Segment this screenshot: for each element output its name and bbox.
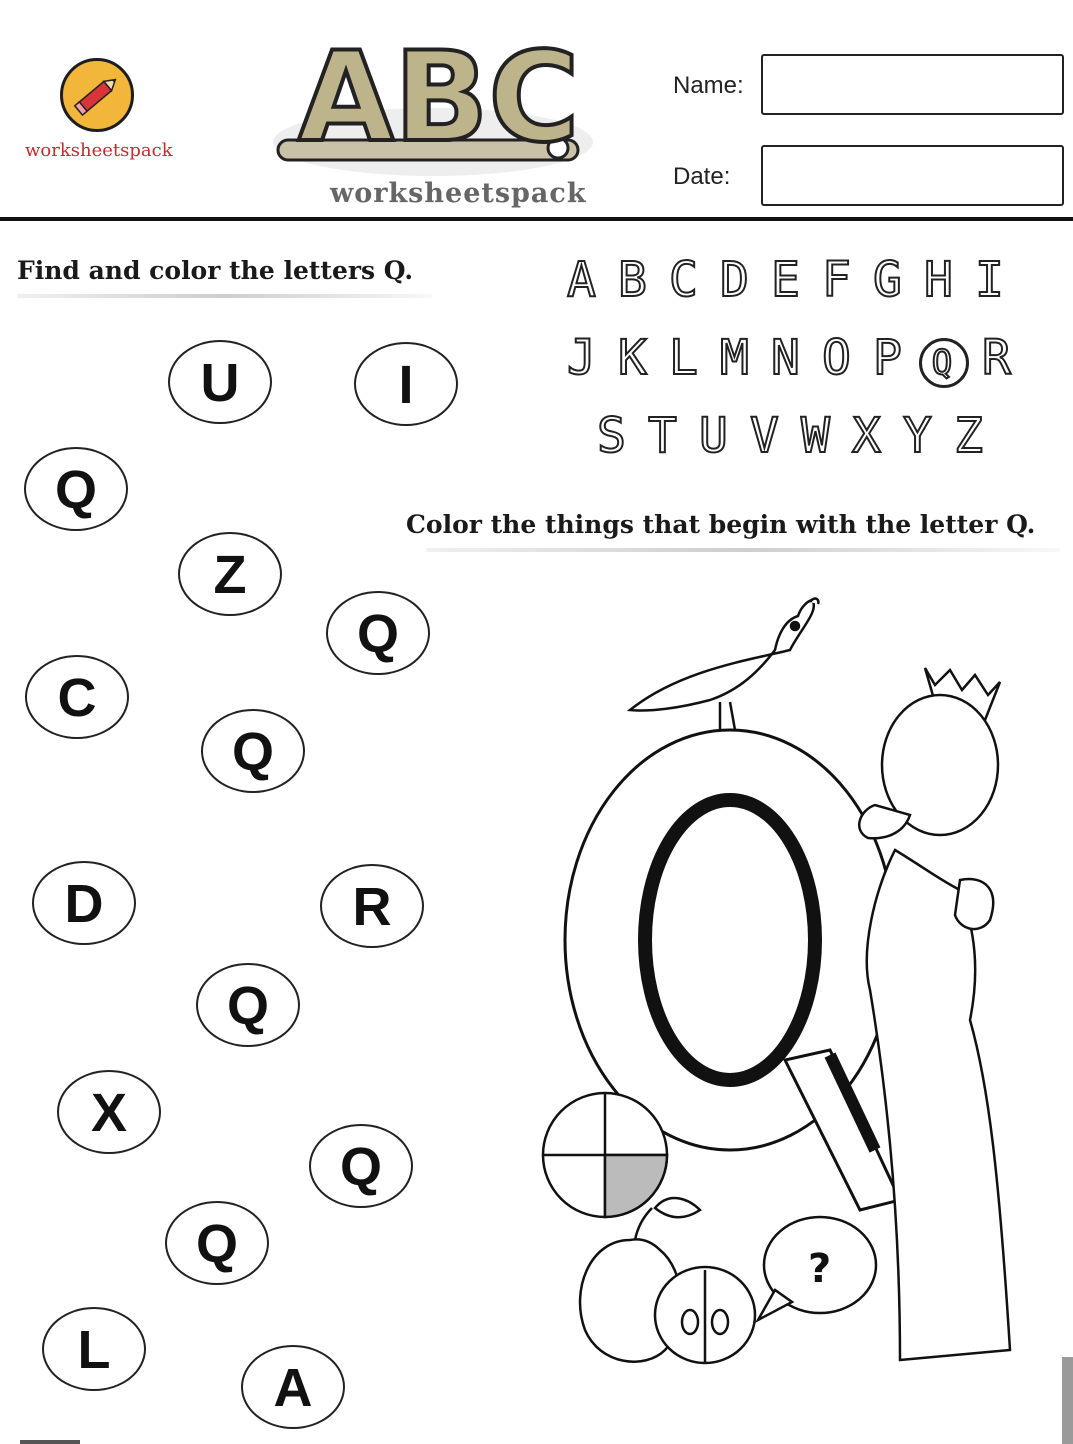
alphabet-letter: B <box>618 252 651 308</box>
alphabet-letter: N <box>771 330 804 386</box>
letter-bubble[interactable] <box>196 963 300 1047</box>
find-letters-instruction: Find and color the letters Q. <box>17 256 414 285</box>
letter-bubble[interactable] <box>165 1201 269 1285</box>
alphabet-letter: O <box>822 330 855 386</box>
alphabet-letter: J <box>567 330 600 386</box>
quail-icon <box>630 598 818 730</box>
alphabet-letter: S <box>597 408 630 464</box>
alphabet-letter: A <box>567 252 600 308</box>
header-divider <box>0 217 1073 221</box>
bubble-letter: R <box>352 877 392 937</box>
alphabet-letter: L <box>669 330 702 386</box>
name-field[interactable] <box>761 54 1064 115</box>
letter-bubble[interactable] <box>32 861 136 945</box>
letter-bubble[interactable] <box>178 532 282 616</box>
letter-bubble[interactable] <box>354 342 458 426</box>
logo-badge <box>60 58 134 132</box>
bubble-letter: Z <box>213 545 247 605</box>
bubble-letter: Q <box>54 460 97 520</box>
letter-bubble[interactable] <box>24 447 128 531</box>
alphabet-letter: W <box>801 408 834 464</box>
color-things-instruction: Color the things that begin with the letter Q. <box>406 510 1036 539</box>
question-bubble-icon <box>758 1217 876 1320</box>
quince-icon <box>580 1198 755 1363</box>
letter-bubble[interactable] <box>57 1070 161 1154</box>
alphabet-letter: T <box>648 408 681 464</box>
alphabet-letter-highlighted: Q <box>919 338 969 388</box>
alphabet-letter: K <box>618 330 651 386</box>
name-label: Name: <box>673 72 744 99</box>
bubble-letter: A <box>273 1358 313 1418</box>
letter-bubble[interactable] <box>241 1345 345 1429</box>
abc-caption: worksheetspack <box>330 178 587 209</box>
alphabet-row-2 <box>558 330 1024 388</box>
abc-logo <box>268 22 598 182</box>
letter-bubble[interactable] <box>309 1124 413 1208</box>
bubble-letter: Q <box>195 1214 238 1274</box>
bubble-letter: Q <box>356 604 399 664</box>
alphabet-letter: P <box>873 330 906 386</box>
alphabet-letter: I <box>975 252 1008 308</box>
bubble-letter: L <box>77 1320 111 1380</box>
letter-bubble[interactable] <box>320 864 424 948</box>
bubble-letter: Q <box>231 722 274 782</box>
alphabet-letter: M <box>720 330 753 386</box>
alphabet-letter: Z <box>954 408 987 464</box>
alphabet-row-3 <box>588 408 996 464</box>
alphabet-letter: E <box>771 252 804 308</box>
queen-icon <box>859 668 1010 1360</box>
instruction-underline-2 <box>426 548 1060 552</box>
abc-logo-text: ABC <box>298 26 580 170</box>
letter-bubble[interactable] <box>201 709 305 793</box>
alphabet-letter: X <box>852 408 885 464</box>
bubble-letter: X <box>90 1083 128 1143</box>
date-label: Date: <box>673 163 731 190</box>
alphabet-row-1 <box>558 252 1017 308</box>
alphabet-letter: G <box>873 252 906 308</box>
q-illustration <box>530 590 1070 1420</box>
bubble-letter: C <box>57 668 97 728</box>
letter-bubble[interactable] <box>42 1307 146 1391</box>
quarter-icon <box>543 1093 667 1217</box>
letter-bubble[interactable] <box>326 591 430 675</box>
alphabet-letter: V <box>750 408 783 464</box>
bubble-letter: D <box>64 874 104 934</box>
question-mark: ? <box>808 1246 832 1292</box>
alphabet-letter: Y <box>903 408 936 464</box>
page-edge-mark <box>20 1440 80 1444</box>
instruction-underline <box>17 294 432 298</box>
pencil-icon <box>63 61 131 129</box>
brand-text: worksheetspack <box>25 140 173 161</box>
alphabet-letter: C <box>669 252 702 308</box>
scrollbar[interactable] <box>1062 1357 1073 1444</box>
bubble-letter: U <box>200 353 240 413</box>
letter-bubble[interactable] <box>25 655 129 739</box>
letter-bubble[interactable] <box>168 340 272 424</box>
alphabet-letter: D <box>720 252 753 308</box>
alphabet-letter: F <box>822 252 855 308</box>
alphabet-letter: H <box>924 252 957 308</box>
bubble-letter: Q <box>339 1137 382 1197</box>
alphabet-letter: U <box>699 408 732 464</box>
alphabet-letter: R <box>982 330 1015 386</box>
bubble-letter: I <box>398 355 414 415</box>
date-field[interactable] <box>761 145 1064 206</box>
bubble-letter: Q <box>226 976 269 1036</box>
